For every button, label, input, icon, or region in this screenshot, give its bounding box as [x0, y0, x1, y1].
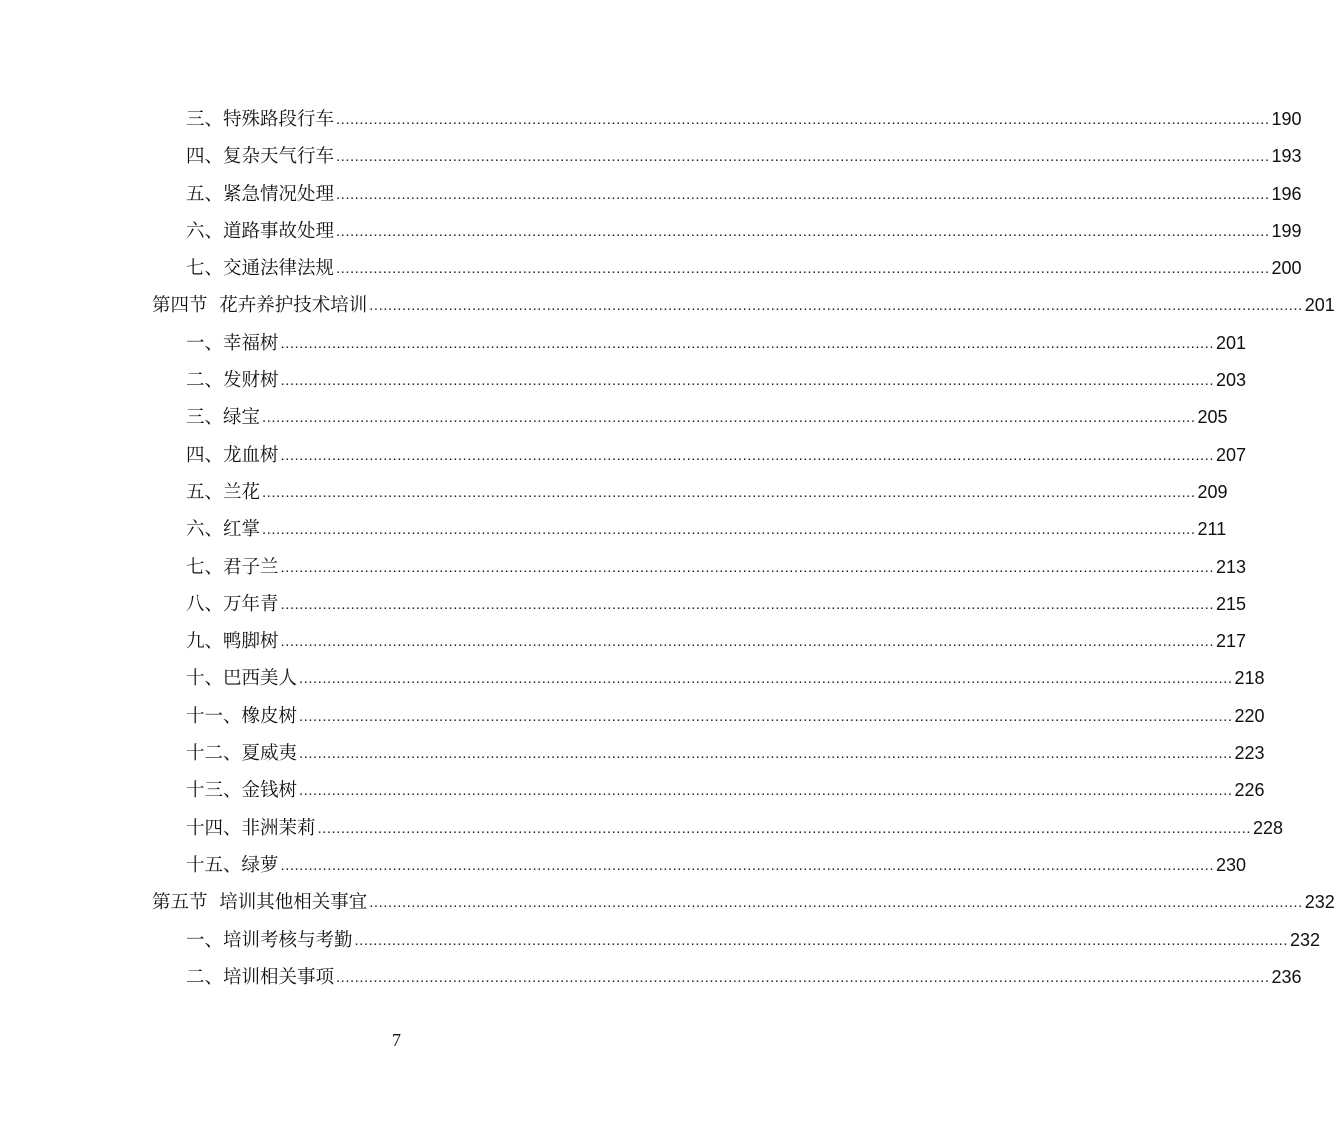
toc-subsection-entry[interactable]: [0, 250, 1302, 287]
toc-entry-label: 五、紧急情况处理: [186, 183, 335, 205]
toc-entry-page-number: 218: [1234, 668, 1265, 689]
toc-entry-label: 四、复杂天气行车: [186, 146, 335, 168]
toc-subsection-entry[interactable]: [0, 810, 1284, 847]
toc-entry-label: 三、特殊路段行车: [186, 109, 335, 130]
table-of-contents: [0, 101, 1335, 996]
toc-entry-label: 十五、绿萝: [186, 854, 279, 876]
dot-leader: ........................................................................................................................................................................................................: [280, 334, 1215, 352]
dot-leader: ........................................................................................................................................................................................................: [280, 856, 1215, 874]
toc-entry-page-number: 236: [1271, 966, 1302, 987]
toc-entry-label: 八、万年青: [186, 593, 279, 615]
dot-leader: ........................................................................................................................................................................................................: [299, 670, 1233, 688]
dot-leader: ........................................................................................................................................................................................................: [336, 222, 1270, 240]
dot-leader: ........................................................................................................................................................................................................: [280, 558, 1215, 576]
dot-leader: ........................................................................................................................................................................................................: [369, 297, 1303, 315]
dot-leader: ........................................................................................................................................................................................................: [262, 521, 1196, 539]
toc-entry-page-number: 226: [1234, 780, 1265, 801]
dot-leader: ........................................................................................................................................................................................................: [280, 372, 1215, 390]
dot-leader: ........................................................................................................................................................................................................: [299, 745, 1233, 763]
toc-entry-page-number: 230: [1216, 854, 1247, 875]
dot-leader: ........................................................................................................................................................................................................: [369, 894, 1303, 912]
toc-entry-label: 二、培训相关事项: [186, 966, 335, 988]
toc-entry-label: 第四节 花卉养护技术培训: [152, 295, 368, 317]
toc-subsection-entry[interactable]: [0, 101, 1302, 138]
toc-subsection-entry[interactable]: [0, 549, 1247, 586]
page-number: 7: [392, 1030, 401, 1050]
toc-subsection-entry[interactable]: [0, 511, 1227, 548]
dot-leader: ........................................................................................................................................................................................................: [336, 260, 1270, 278]
toc-entry-page-number: 203: [1216, 370, 1247, 391]
dot-leader: ........................................................................................................................................................................................................: [280, 633, 1215, 651]
toc-entry-label: 二、发财树: [186, 370, 279, 392]
toc-entry-label: 七、君子兰: [186, 556, 279, 578]
toc-entry-label: 第五节 培训其他相关事宜: [152, 892, 368, 914]
toc-subsection-entry[interactable]: [0, 176, 1302, 213]
toc-subsection-entry[interactable]: [0, 362, 1247, 399]
toc-entry-label: 五、兰花: [186, 481, 261, 503]
dot-leader: ........................................................................................................................................................................................................: [336, 148, 1270, 166]
toc-subsection-entry[interactable]: [0, 772, 1265, 809]
toc-entry-page-number: 220: [1234, 705, 1265, 726]
toc-subsection-entry[interactable]: [0, 325, 1247, 362]
toc-entry-label: 三、绿宝: [186, 407, 261, 429]
toc-subsection-entry[interactable]: [0, 698, 1265, 735]
toc-subsection-entry[interactable]: [0, 586, 1247, 623]
toc-subsection-entry[interactable]: [0, 138, 1302, 175]
toc-entry-label: 六、红掌: [186, 519, 261, 541]
toc-entry-label: 七、交通法律法规: [186, 258, 335, 280]
toc-subsection-entry[interactable]: [0, 959, 1302, 996]
toc-entry-page-number: 211: [1197, 519, 1227, 540]
toc-entry-page-number: 215: [1216, 593, 1247, 614]
dot-leader: ........................................................................................................................................................................................................: [262, 409, 1196, 427]
toc-entry-page-number: 213: [1216, 556, 1247, 577]
toc-subsection-entry[interactable]: [0, 399, 1228, 436]
toc-subsection-entry[interactable]: [0, 623, 1247, 660]
toc-entry-page-number: 232: [1304, 892, 1335, 913]
toc-section-entry[interactable]: [0, 884, 1335, 921]
dot-leader: ........................................................................................................................................................................................................: [317, 819, 1252, 837]
dot-leader: ........................................................................................................................................................................................................: [280, 595, 1215, 613]
toc-subsection-entry[interactable]: [0, 474, 1228, 511]
toc-entry-label: 四、龙血树: [186, 444, 279, 466]
toc-entry-page-number: 190: [1271, 109, 1302, 129]
toc-subsection-entry[interactable]: [0, 922, 1321, 959]
toc-entry-label: 十三、金钱树: [186, 780, 298, 802]
dot-leader: ........................................................................................................................................................................................................: [354, 931, 1289, 949]
dot-leader: ........................................................................................................................................................................................................: [299, 707, 1233, 725]
toc-subsection-entry[interactable]: [0, 437, 1247, 474]
toc-entry-page-number: 201: [1304, 295, 1335, 316]
toc-entry-page-number: 201: [1216, 332, 1247, 353]
toc-subsection-entry[interactable]: [0, 660, 1265, 697]
dot-leader: ........................................................................................................................................................................................................: [280, 446, 1215, 464]
dot-leader: ........................................................................................................................................................................................................: [262, 483, 1196, 501]
toc-entry-page-number: 217: [1216, 631, 1247, 652]
toc-entry-label: 十一、橡皮树: [186, 705, 298, 727]
toc-entry-page-number: 207: [1216, 444, 1247, 465]
toc-entry-page-number: 228: [1253, 817, 1284, 838]
toc-entry-page-number: 223: [1234, 743, 1265, 764]
dot-leader: ........................................................................................................................................................................................................: [336, 185, 1270, 203]
toc-subsection-entry[interactable]: [0, 213, 1302, 250]
dot-leader: ........................................................................................................................................................................................................: [336, 968, 1270, 986]
toc-entry-label: 十、巴西美人: [186, 668, 298, 690]
toc-subsection-entry[interactable]: [0, 735, 1265, 772]
toc-entry-page-number: 232: [1290, 929, 1321, 950]
dot-leader: ........................................................................................................................................................................................................: [299, 782, 1233, 800]
toc-entry-label: 十四、非洲茉莉: [186, 817, 316, 839]
toc-entry-page-number: 205: [1197, 407, 1228, 428]
toc-section-entry[interactable]: [0, 287, 1335, 324]
toc-entry-label: 六、道路事故处理: [186, 220, 335, 242]
toc-subsection-entry[interactable]: [0, 847, 1247, 884]
toc-entry-label: 一、幸福树: [186, 332, 279, 354]
toc-entry-page-number: 209: [1197, 481, 1228, 502]
toc-entry-label: 十二、夏威夷: [186, 743, 298, 765]
toc-entry-page-number: 193: [1271, 146, 1302, 167]
toc-entry-page-number: 200: [1271, 258, 1302, 279]
toc-entry-page-number: 196: [1271, 183, 1302, 204]
toc-entry-label: 九、鸭脚树: [186, 631, 279, 653]
dot-leader: ........................................................................................................................................................................................................: [336, 111, 1270, 128]
toc-entry-page-number: 199: [1271, 220, 1302, 241]
toc-entry-label: 一、培训考核与考勤: [186, 929, 353, 951]
